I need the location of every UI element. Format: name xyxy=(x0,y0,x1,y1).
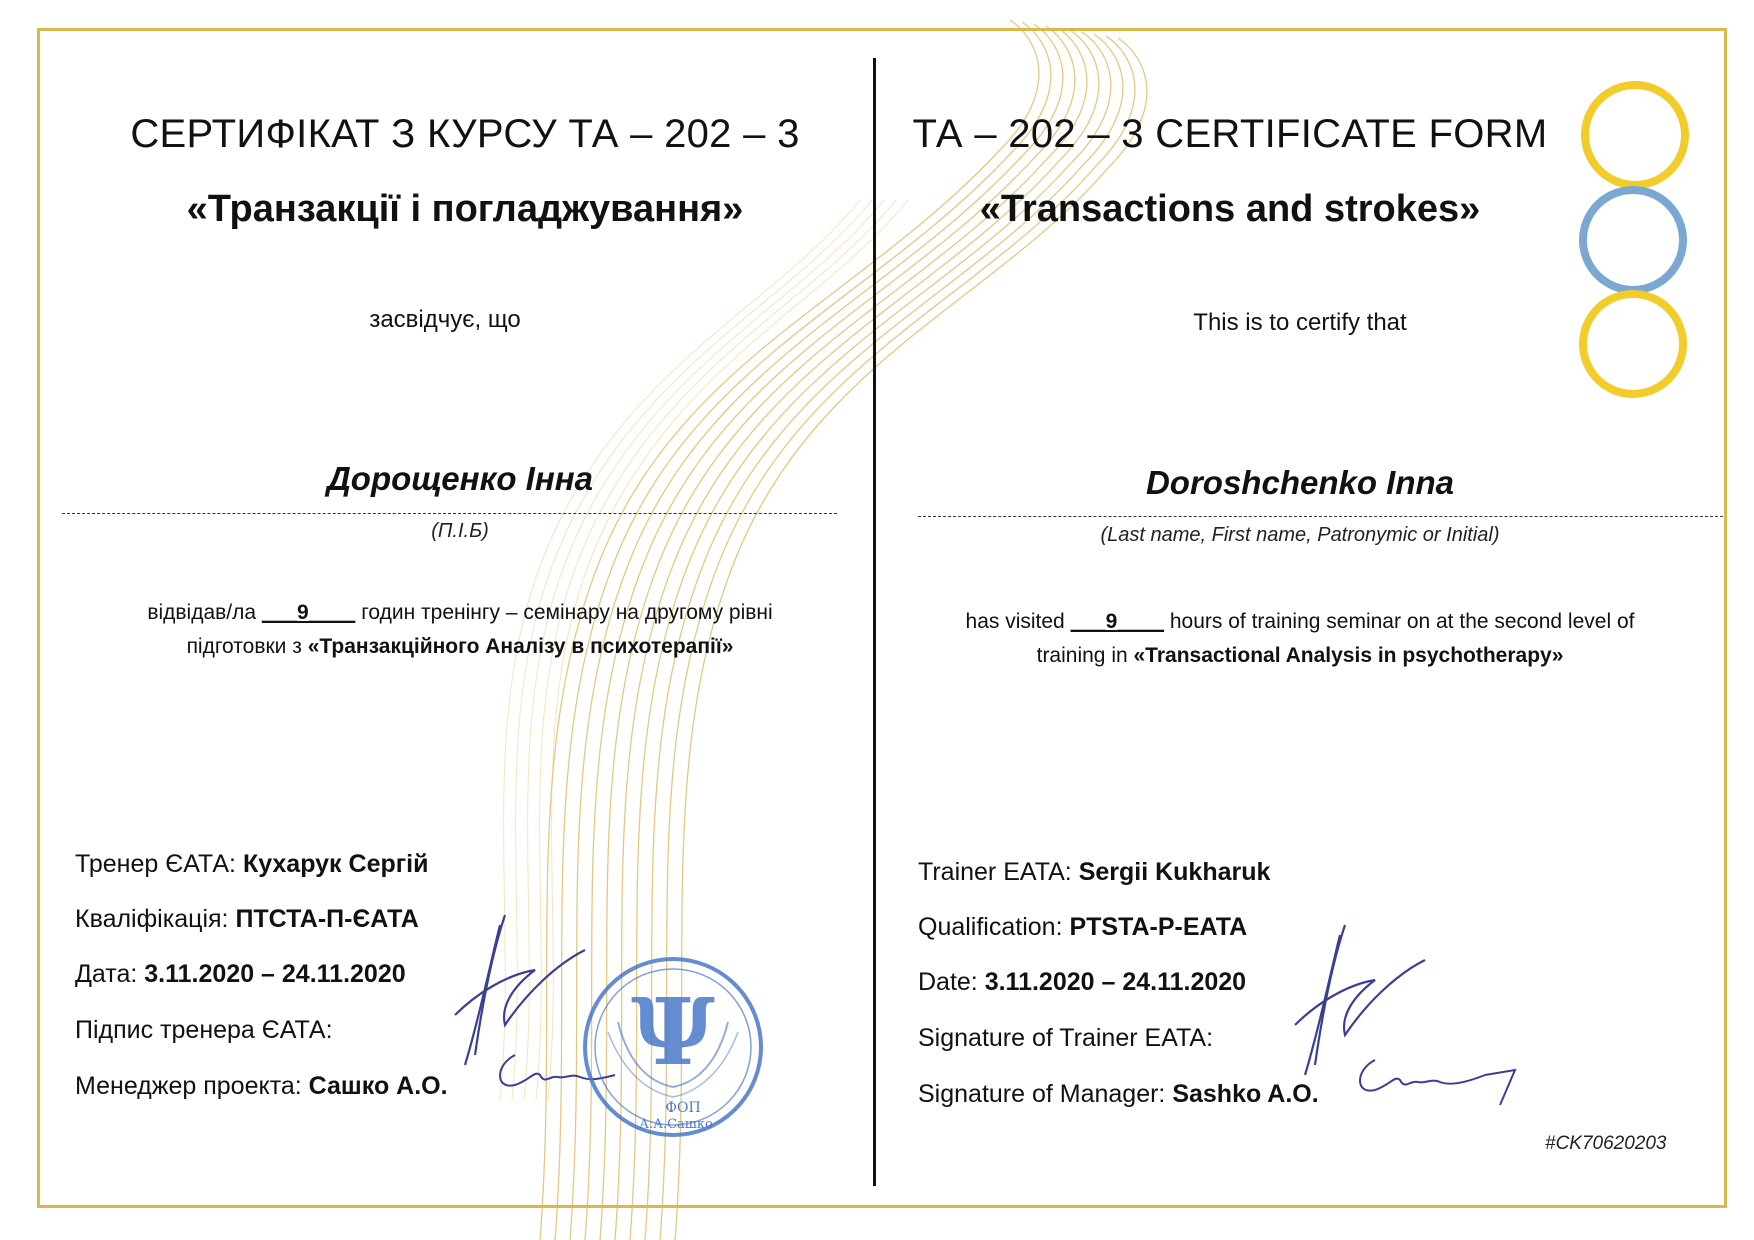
right-recipient-name: Doroshchenko Inna xyxy=(1145,464,1455,501)
left-hours-paragraph: відвідав/ла ___9____ годин тренінгу – семінару на другому рівні підготовки з «Транзакційного Аналізу в психотерапії» xyxy=(147,601,773,658)
stamp-line1: ФОП xyxy=(665,1100,701,1116)
decorative-rings xyxy=(1575,78,1715,408)
ring-yellow-top xyxy=(1585,85,1685,185)
company-stamp xyxy=(578,952,768,1142)
stamp-psi-symbol: Ψ xyxy=(630,978,716,1086)
certificate-code: #CK70620203 xyxy=(1545,1133,1667,1154)
left-subtitle: «Транзакції і погладжування» xyxy=(186,188,744,230)
left-certify-text: засвідчує, що xyxy=(369,306,521,333)
left-title: СЕРТИФІКАТ З КУРСУ ТА – 202 – 3 xyxy=(130,112,800,156)
right-manager-signature xyxy=(1350,1045,1525,1115)
left-program-name: «Транзакційного Аналізу в психотерапії» xyxy=(307,635,734,658)
right-hours-paragraph: has visited ___9____ hours of training seminar on at the second level of training in «Transactional Analysis in psychotherapy» xyxy=(965,610,1635,667)
right-subtitle: «Transactions and strokes» xyxy=(979,188,1481,230)
right-trainer: Trainer EATA: Sergii Kukharuk xyxy=(918,858,1271,886)
right-manager: Signature of Manager: Sashko A.O. xyxy=(918,1080,1319,1108)
left-name-hint: (П.І.Б) xyxy=(431,520,489,542)
left-signature-label: Підпис тренера ЄАТА: xyxy=(75,1016,333,1044)
right-hours-value: 9 xyxy=(1105,610,1118,633)
right-signature-label: Signature of Trainer EATA: xyxy=(918,1024,1214,1052)
ring-blue xyxy=(1583,190,1683,290)
right-date: Date: 3.11.2020 – 24.11.2020 xyxy=(918,968,1247,996)
left-date: Дата: 3.11.2020 – 24.11.2020 xyxy=(75,960,406,988)
right-certify-text: This is to certify that xyxy=(1193,309,1407,336)
stamp-line2: А.А.Сашко xyxy=(639,1117,713,1132)
right-qualification: Qualification: PTSTA-P-EATA xyxy=(918,913,1248,941)
left-recipient-name: Дорощенко Інна xyxy=(326,460,594,497)
center-divider xyxy=(873,58,876,1186)
left-manager: Менеджер проекта: Сашко А.О. xyxy=(75,1072,448,1100)
right-program-name: «Transactional Analysis in psychotherapy» xyxy=(1133,644,1564,667)
right-name-hint: (Last name, First name, Patronymic or Initial) xyxy=(1100,524,1500,546)
left-qualification: Кваліфікація: ПТСТА-П-ЄАТА xyxy=(75,905,419,933)
left-hours-value: 9 xyxy=(296,601,309,624)
right-name-line xyxy=(918,516,1723,517)
right-title: ТА – 202 – 3 CERTIFICATE FORM xyxy=(912,112,1548,156)
left-name-line xyxy=(62,513,837,514)
left-trainer: Тренер ЄАТА: Кухарук Сергій xyxy=(75,850,429,878)
